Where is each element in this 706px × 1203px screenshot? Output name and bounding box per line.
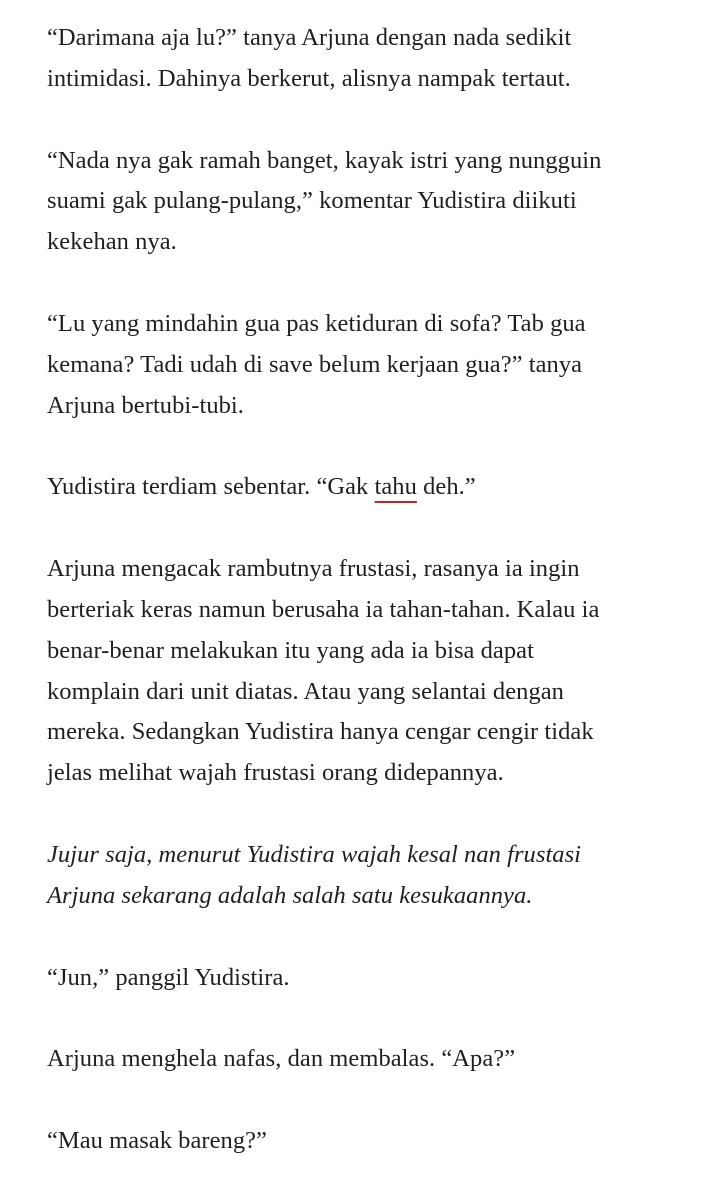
text-line: Arjuna menghela nafas, dan membalas. “Apa?”: [47, 1045, 516, 1073]
paragraph: [47, 549, 687, 794]
text-segment: Yudistira terdiam sebentar. “Gak: [47, 473, 375, 501]
paragraph: [47, 1039, 687, 1080]
paragraph: [47, 141, 687, 263]
paragraph: [47, 958, 687, 999]
text-line: benar-benar melakukan itu yang ada ia bisa dapat: [47, 636, 534, 664]
text-line: Arjuna mengacak rambutnya frustasi, rasanya ia ingin: [47, 555, 580, 583]
text-line: mereka. Sedangkan Yudistira hanya cengar cengir tidak: [47, 718, 594, 746]
text-line: Jujur saja, menurut Yudistira wajah kesal nan frustasi: [47, 840, 582, 868]
text-line: Arjuna bertubi-tubi.: [47, 391, 244, 419]
text-line: kekehan nya.: [47, 228, 177, 256]
text-line: jelas melihat wajah frustasi orang didepannya.: [47, 759, 504, 787]
paragraph: [47, 304, 687, 426]
text-line: [47, 467, 687, 508]
text-line: Arjuna sekarang adalah salah satu kesukaannya.: [47, 881, 533, 909]
text-line: “Darimana aja lu?” tanya Arjuna dengan nada sedikit: [47, 24, 572, 51]
story-text: [47, 18, 687, 1203]
italic-paragraph: [47, 835, 687, 917]
text-line: berteriak keras namun berusaha ia tahan-tahan. Kalau ia: [47, 595, 600, 623]
text-line: “Nada nya gak ramah banget, kayak istri yang nungguin: [47, 146, 602, 174]
paragraph: [47, 1121, 687, 1162]
text-line: “Lu yang mindahin gua pas ketiduran di sofa? Tab gua: [47, 309, 586, 337]
paragraph: [47, 18, 687, 100]
spellcheck-flagged-word[interactable]: tahu: [374, 473, 417, 501]
text-line: komplain dari unit diatas. Atau yang selantai dengan: [47, 677, 564, 705]
text-line: kemana? Tadi udah di save belum kerjaan gua?” tanya: [47, 350, 583, 378]
text-line: “Jun,” panggil Yudistira.: [47, 963, 290, 991]
paragraph: [47, 467, 687, 508]
text-line: intimidasi. Dahinya berkerut, alisnya nampak tertaut.: [47, 64, 571, 92]
text-line: “Mau masak bareng?”: [47, 1127, 267, 1155]
text-line: suami gak pulang-pulang,” komentar Yudistira diikuti: [47, 187, 577, 215]
text-segment: deh.”: [416, 473, 476, 501]
